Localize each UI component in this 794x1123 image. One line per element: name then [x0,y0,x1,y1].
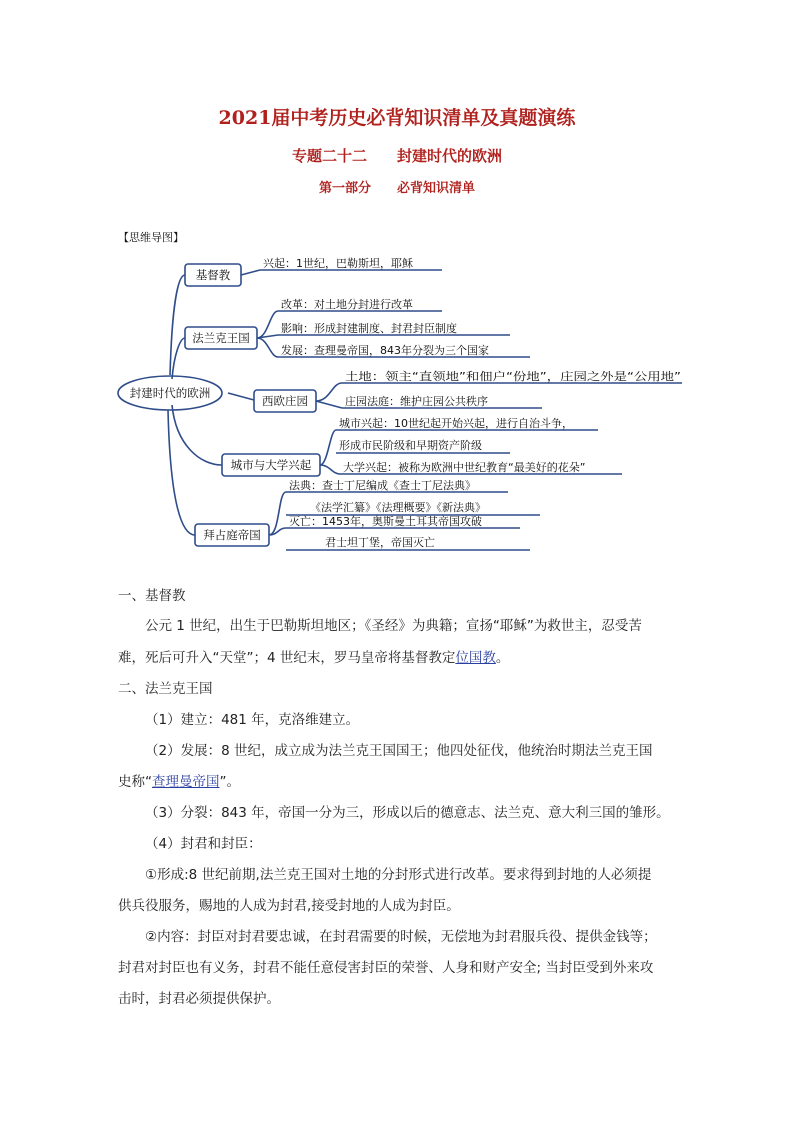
mind-map [110,245,690,560]
feudal-content-line1: ②内容：封臣对封君要忠诚，在封君需要的时候，无偿地为封君服兵役、提供金钱等； [145,929,657,945]
paragraph-text: 史称“ [118,774,152,790]
branch-frankish-kingdom: 法兰克王国 [192,331,250,345]
mindmap-label: 【思维导图】 [118,231,184,244]
feudal-formation-line2: 供兵役服务，赐地的人成为封君,接受封地的人成为封臣。 [118,898,460,914]
part-heading: 第一部分 必背知识清单 [318,181,475,196]
document-title: 2021届中考历史必背知识清单及真题演练 [218,107,576,129]
leaf-frankish-development: 发展：查理曼帝国，843年分裂为三个国家 [281,344,489,357]
mindmap-center: 封建时代的欧洲 [129,386,211,400]
paragraph-christianity-line1: 公元 1 世纪，出生于巴勒斯坦地区；《圣经》为典籍；宣扬“耶稣”为救世主，忍受苦 [145,618,642,634]
leaf-byzantine-code: 法典：查士丁尼编成《查士丁尼法典》 [289,479,476,492]
feudal-content-line2: 封君对封臣也有义务，封君不能任意侵害封臣的荣誉、人身和财产安全; 当封臣受到外来攻 [118,960,654,976]
paragraph-text: 。 [495,650,510,666]
branch-christianity: 基督教 [195,268,231,282]
frankish-item-development-line2 [118,770,680,790]
leaf-byzantine-fall: 灭亡：1453年，奥斯曼土耳其帝国攻破 [289,515,482,528]
section-heading-christianity: 一、基督教 [118,588,186,604]
section-heading-frankish: 二、法兰克王国 [118,681,213,697]
paragraph-text: ”。 [219,774,240,790]
frankish-item-division: （3）分裂：843 年，帝国一分为三，形成以后的德意志、法兰克、意大利三国的雏形。 [145,805,670,821]
feudal-formation-line1: ①形成:8 世纪前期,法兰克王国对土地的分封形式进行改革。要求得到封地的人必须提 [145,867,652,883]
charlemagne-empire-link[interactable]: 查理曼帝国 [152,774,220,790]
leaf-christianity-rise: 兴起：1世纪，巴勒斯坦，耶稣 [263,257,413,270]
leaf-manor-court: 庄园法庭：维护庄园公共秩序 [345,395,488,408]
leaf-manor-land: 土地：领主“直领地”和佃户“份地”，庄园之外是“公用地” [345,370,622,383]
frankish-item-founding: （1）建立：481 年，克洛维建立。 [145,712,360,728]
leaf-byzantine-code-books: 《法学汇纂》《法理概要》《新法典》 [310,501,486,514]
leaf-cities-class: 形成市民阶级和早期资产阶级 [339,439,482,452]
paragraph-text: 难，死后可升入“天堂”；4 世纪末，罗马皇帝将基督教定 [118,650,456,666]
leaf-universities-rise: 大学兴起：被称为欧洲中世纪教育“最美好的花朵” [343,461,586,474]
branch-byzantine: 拜占庭帝国 [203,528,261,542]
frankish-item-development-line1: （2）发展：8 世纪，成立成为法兰克王国国王；他四处征伐，他统治时期法兰克王国 [145,743,653,759]
leaf-byzantine-fall-end: 君士坦丁堡，帝国灭亡 [325,536,435,549]
leaf-frankish-impact: 影响：形成封建制度、封君封臣制度 [281,322,457,335]
branch-cities-universities: 城市与大学兴起 [230,458,312,472]
leaf-frankish-reform: 改革：对土地分封进行改革 [281,298,413,311]
branch-manor: 西欧庄园 [262,394,308,408]
state-religion-link[interactable]: 位国教 [455,650,496,666]
leaf-cities-rise: 城市兴起：10世纪起开始兴起，进行自治斗争， [339,417,573,430]
topic-subtitle: 专题二十二 封建时代的欧洲 [291,147,502,165]
feudal-content-line3: 击时，封君必须提供保护。 [118,991,280,1007]
frankish-item-feudal: （4）封君和封臣： [145,836,262,852]
paragraph-christianity-line2 [118,646,680,666]
